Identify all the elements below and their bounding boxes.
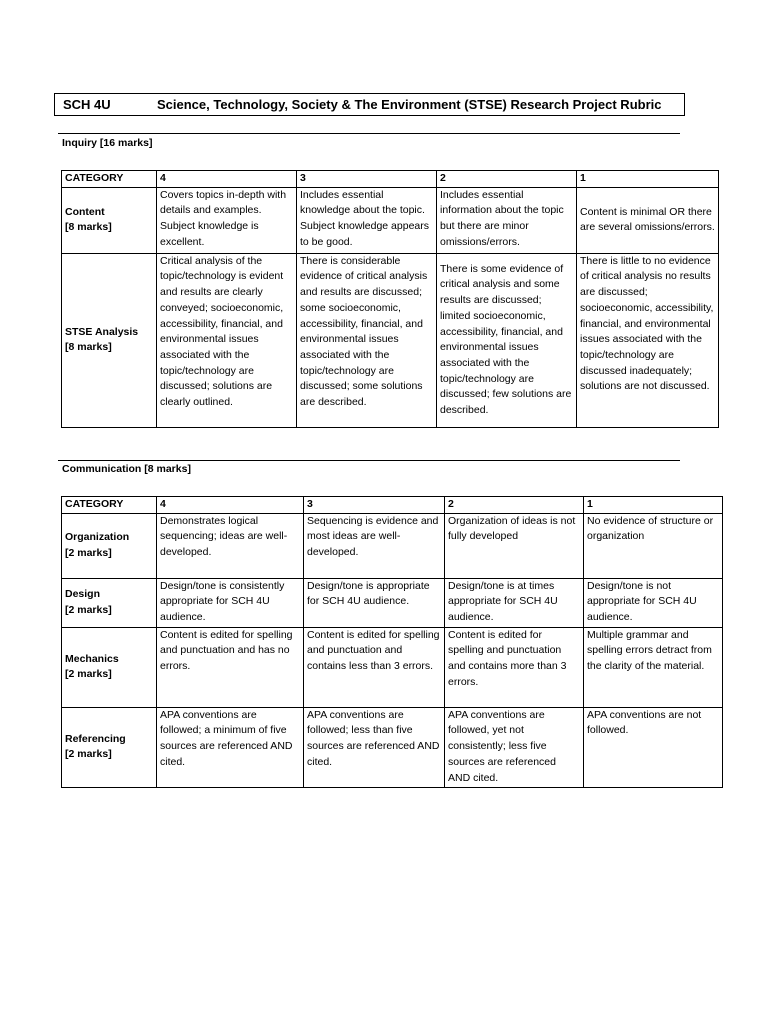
rubric-title: Science, Technology, Society & The Environment (STSE) Research Project Rubric: [157, 97, 662, 112]
column-header: 2: [437, 171, 577, 188]
category-marks: [2 marks]: [65, 668, 112, 681]
category-name: Referencing: [65, 732, 126, 745]
table-row: [62, 707, 723, 787]
table-header-row: [62, 171, 719, 188]
category-cell: [62, 187, 157, 253]
level-cell: Design/tone is not appropriate for SCH 4U audience.: [584, 578, 723, 627]
category-marks: [8 marks]: [65, 341, 112, 354]
level-cell: There is little to no evidence of critical analysis no results are discussed; socioeconomic, accessibility, financial, and environmental issues associated with the topic/technology are discussed inadequately; solutions are not discussed.: [577, 253, 719, 427]
table-row: [62, 513, 723, 578]
category-marks: [2 marks]: [65, 546, 112, 559]
category-marks: [8 marks]: [65, 221, 112, 234]
level-cell: Content is minimal OR there are several omissions/errors.: [577, 187, 719, 253]
category-marks: [2 marks]: [65, 603, 112, 616]
level-cell: Content is edited for spelling and punctuation and has no errors.: [157, 627, 304, 707]
level-cell: Demonstrates logical sequencing; ideas are well-developed.: [157, 513, 304, 578]
table-row: [62, 627, 723, 707]
level-cell: Multiple grammar and spelling errors detract from the clarity of the material.: [584, 627, 723, 707]
level-cell: Includes essential knowledge about the topic. Subject knowledge appears to be good.: [297, 187, 437, 253]
column-header: 2: [445, 497, 584, 514]
level-cell: Design/tone is appropriate for SCH 4U audience.: [304, 578, 445, 627]
category-cell: [62, 513, 157, 578]
level-cell: APA conventions are followed; a minimum of five sources are referenced AND cited.: [157, 707, 304, 787]
course-code: SCH 4U: [63, 97, 111, 112]
category-marks: [2 marks]: [65, 748, 112, 761]
level-cell: APA conventions are not followed.: [584, 707, 723, 787]
column-header: 1: [584, 497, 723, 514]
level-cell: There is considerable evidence of critical analysis and results are discussed; some socioeconomic, accessibility, financial, and environmental issues associated with the topic/technology are discussed; some solutions are described.: [297, 253, 437, 427]
level-cell: No evidence of structure or organization: [584, 513, 723, 578]
column-header: 4: [157, 497, 304, 514]
column-header: 3: [304, 497, 445, 514]
table-header-row: [62, 497, 723, 514]
category-name: Mechanics: [65, 652, 119, 665]
category-name: Content: [65, 205, 105, 218]
table-row: [62, 578, 723, 627]
category-cell: [62, 627, 157, 707]
level-cell: APA conventions are followed, yet not consistently; less five sources are referenced AND cited.: [445, 707, 584, 787]
table-row: [62, 253, 719, 427]
column-header: CATEGORY: [62, 171, 157, 188]
level-cell: Content is edited for spelling and punctuation and contains more than 3 errors.: [445, 627, 584, 707]
category-name: STSE Analysis: [65, 325, 139, 338]
column-header: 1: [577, 171, 719, 188]
level-cell: There is some evidence of critical analysis and some results are discussed; limited socioeconomic, accessibility, financial, and environmental issues associated with the topic/technology are discussed; few solutions are described.: [437, 253, 577, 427]
category-cell: [62, 578, 157, 627]
level-cell: Design/tone is consistently appropriate for SCH 4U audience.: [157, 578, 304, 627]
column-header: 3: [297, 171, 437, 188]
category-cell: [62, 253, 157, 427]
level-cell: Critical analysis of the topic/technology is evident and results are clearly conveyed; socioeconomic, accessibility, financial, and environmental issues associated with the topic/technology are discussed; solutions are clearly outlined.: [157, 253, 297, 427]
category-name: Organization: [65, 531, 130, 543]
level-cell: Design/tone is at times appropriate for SCH 4U audience.: [445, 578, 584, 627]
column-header: 4: [157, 171, 297, 188]
level-cell: APA conventions are followed; less than five sources are referenced AND cited.: [304, 707, 445, 787]
section-divider: [58, 133, 680, 134]
level-cell: Includes essential information about the topic but there are minor omissions/errors.: [437, 187, 577, 253]
level-cell: Organization of ideas is not fully developed: [445, 513, 584, 578]
rubric-title-box: [54, 93, 685, 116]
inquiry-rubric-table: [61, 170, 719, 428]
communication-heading: Communication [8 marks]: [62, 463, 191, 475]
column-header: CATEGORY: [62, 497, 157, 514]
level-cell: Content is edited for spelling and punctuation and contains less than 3 errors.: [304, 627, 445, 707]
category-cell: [62, 707, 157, 787]
inquiry-heading: Inquiry [16 marks]: [62, 137, 153, 149]
communication-rubric-table: [61, 496, 723, 788]
table-row: [62, 187, 719, 253]
level-cell: Covers topics in-depth with details and examples. Subject knowledge is excellent.: [157, 187, 297, 253]
level-cell: Sequencing is evidence and most ideas are well-developed.: [304, 513, 445, 578]
category-name: Design: [65, 588, 101, 600]
section-divider: [58, 460, 680, 461]
